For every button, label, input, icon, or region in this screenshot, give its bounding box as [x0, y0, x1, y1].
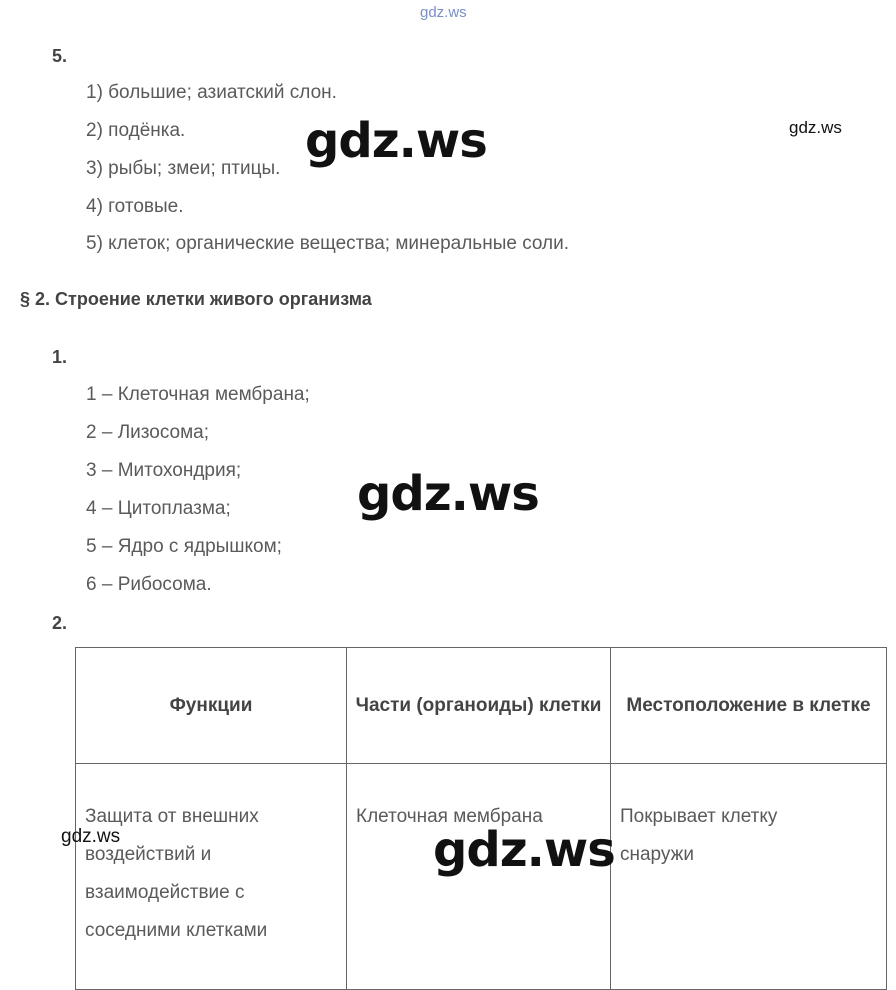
table-header-location: Местоположение в клетке: [611, 648, 887, 764]
watermark-big-1: gdz.ws: [305, 113, 487, 169]
table-cell-location: Покрывает клетку снаружи: [611, 764, 887, 990]
task-5-item-3: 3) рыбы; змеи; птицы.: [86, 158, 281, 179]
table-cell-part: Клеточная мембрана: [347, 764, 611, 990]
task-5-item-5: 5) клеток; органические вещества; минеральные соли.: [86, 233, 570, 254]
watermark-top: gdz.ws: [420, 4, 467, 21]
table-header-functions: Функции: [76, 648, 347, 764]
task-5-number: 5.: [52, 46, 68, 66]
watermark-big-2: gdz.ws: [357, 466, 539, 522]
task-1-item-4: 4 – Цитоплазма;: [86, 498, 231, 519]
section-title: § 2. Строение клетки живого организма: [20, 289, 372, 309]
task-5-item-1: 1) большие; азиатский слон.: [86, 82, 337, 103]
task-5-item-4: 4) готовые.: [86, 196, 184, 217]
watermark-small-left: gdz.ws: [61, 826, 121, 847]
task-1-number: 1.: [52, 347, 68, 367]
task-2-number: 2.: [52, 613, 68, 633]
watermark-big-3: gdz.ws: [433, 822, 615, 878]
watermark-small-right: gdz.ws: [789, 118, 842, 137]
task-1-item-5: 5 – Ядро с ядрышком;: [86, 536, 282, 557]
task-5-item-2: 2) подёнка.: [86, 120, 186, 141]
task-1-item-3: 3 – Митохондрия;: [86, 460, 242, 481]
task-1-item-1: 1 – Клеточная мембрана;: [86, 384, 310, 405]
table-header-row: [76, 648, 887, 764]
table-cell-function: Защита от внешних воздействий и взаимодействие с соседними клетками: [76, 764, 347, 990]
task-1-item-6: 6 – Рибосома.: [86, 574, 212, 595]
task-1-item-2: 2 – Лизосома;: [86, 422, 210, 443]
table-header-parts: Части (органоиды) клетки: [347, 648, 611, 764]
organoids-table: [75, 647, 887, 990]
